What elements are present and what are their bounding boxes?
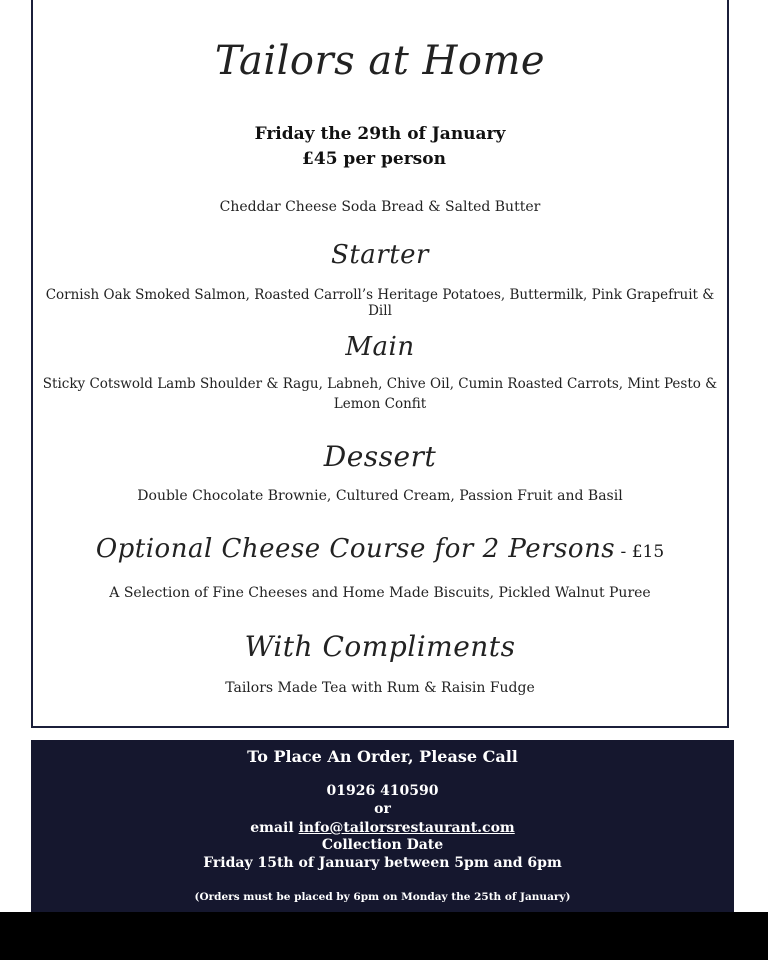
starter-description: Cornish Oak Smoked Salmon, Roasted Carroll’s Heritage Potatoes, Buttermilk, Pink Grapefruit & Dill — [45, 287, 715, 319]
main-heading: Main — [345, 332, 415, 362]
compliments-heading: With Compliments — [244, 630, 516, 663]
cheese-heading: Optional Cheese Course for 2 Persons — [95, 534, 616, 564]
main-description-line2: Lemon Confit — [333, 396, 427, 412]
compliments-description: Tailors Made Tea with Rum & Raisin Fudge — [225, 680, 535, 696]
order-email-row — [31, 820, 734, 836]
dessert-description: Double Chocolate Brownie, Cultured Cream, Passion Fruit and Basil — [137, 488, 623, 504]
bread-line: Cheddar Cheese Soda Bread & Salted Butter — [219, 199, 541, 215]
email-prefix: email — [250, 820, 299, 836]
menu-price: £45 per person — [302, 149, 446, 169]
cheese-price: - £15 — [615, 542, 665, 562]
order-or: or — [374, 801, 391, 817]
order-deadline-note: (Orders must be placed by 6pm on Monday the 25th of January) — [194, 891, 571, 903]
order-phone: 01926 410590 — [326, 783, 439, 799]
menu-card — [31, 0, 729, 728]
cheese-heading-row — [33, 534, 727, 564]
cheese-description: A Selection of Fine Cheeses and Home Made Biscuits, Pickled Walnut Puree — [109, 585, 651, 601]
starter-heading: Starter — [331, 240, 429, 270]
order-info-box — [31, 740, 734, 912]
menu-title: Tailors at Home — [214, 38, 546, 84]
email-link[interactable]: info@tailorsrestaurant.com — [298, 820, 515, 836]
collection-label: Collection Date — [321, 837, 444, 853]
main-description-line1: Sticky Cotswold Lamb Shoulder & Ragu, Labneh, Chive Oil, Cumin Roasted Carrots, Mint Pesto & — [42, 376, 718, 392]
dessert-heading: Dessert — [323, 440, 437, 473]
collection-date: Friday 15th of January between 5pm and 6pm — [203, 855, 562, 871]
order-heading: To Place An Order, Please Call — [247, 747, 518, 766]
bottom-black-bar — [0, 912, 768, 960]
menu-date: Friday the 29th of January — [254, 124, 506, 144]
